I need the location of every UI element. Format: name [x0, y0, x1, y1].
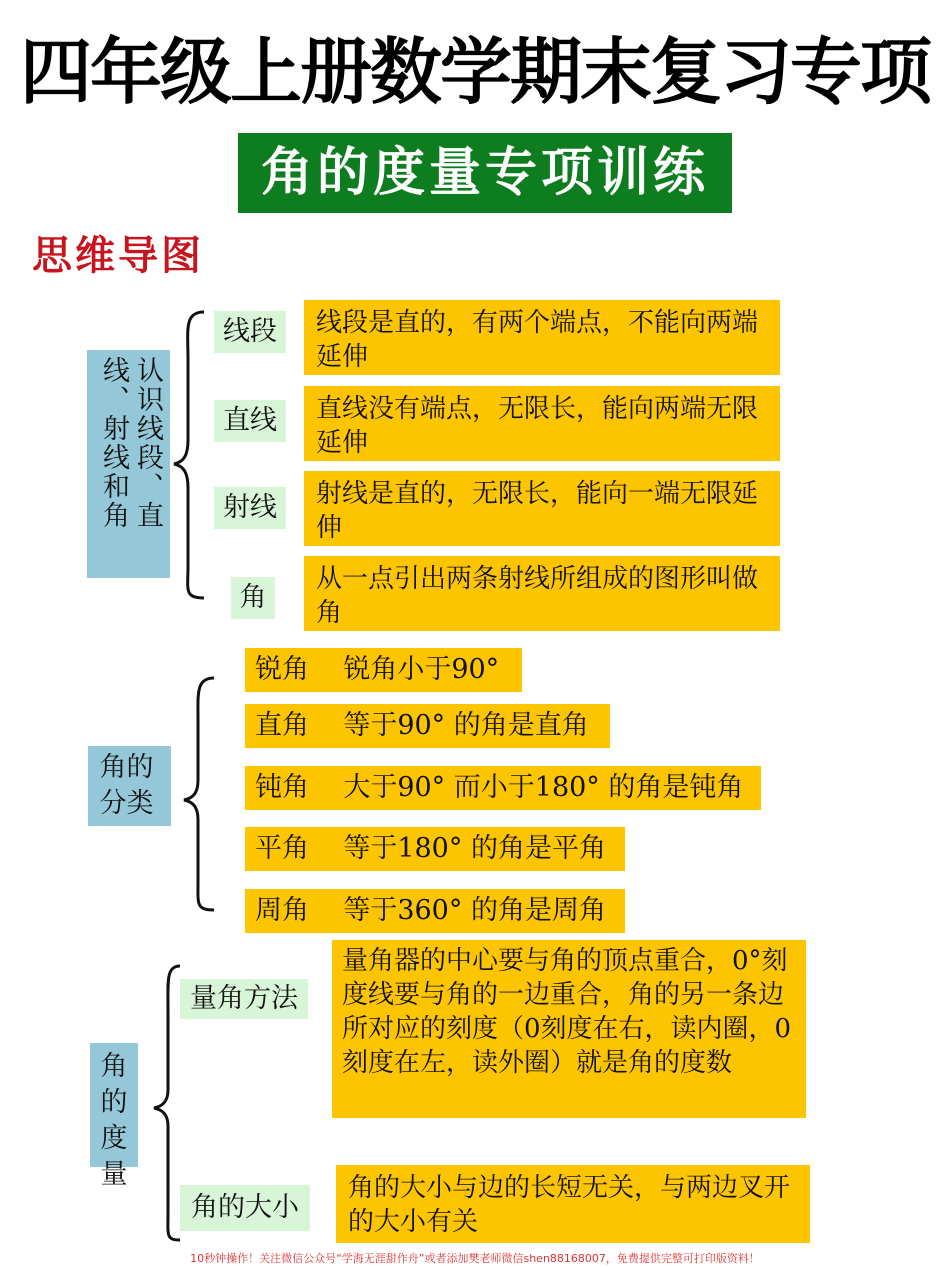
- group3-label: 角的度量: [100, 1051, 128, 1190]
- group1-label-box: [87, 350, 170, 578]
- row-straight: 平角 等于180° 的角是平角: [245, 827, 625, 871]
- brace-group3: [154, 966, 180, 1240]
- desc-angle-size: 角的大小与边的长短无关，与两边叉开的大小有关: [336, 1165, 810, 1243]
- term-line-segment: 线段: [214, 311, 286, 353]
- row-acute: 锐角 锐角小于90°: [245, 648, 522, 692]
- group1-label: 认识线段、直线、射线和角: [98, 356, 163, 530]
- page-title: 四年级上册数学期末复习专项: [19, 30, 930, 114]
- group3-label-box: [90, 1043, 138, 1190]
- term-angle: 角: [231, 577, 275, 619]
- term-straight-line: 直线: [214, 400, 286, 442]
- row-full: 周角 等于360° 的角是周角: [245, 889, 625, 933]
- term-angle-size: 角的大小: [180, 1185, 310, 1231]
- brace-group2: [184, 678, 214, 910]
- footer-notice: 10秒钟操作！关注微信公众号“学海无涯甜作舟”或者添加樊老师微信shen88168007，免费提供完整可打印版资料！: [190, 1252, 760, 1265]
- brace-group1: [174, 312, 204, 598]
- row-obtuse: 钝角 大于90° 而小于180° 的角是钝角: [245, 766, 761, 810]
- section-heading: 思维导图: [32, 233, 204, 279]
- desc-angle: 从一点引出两条射线所组成的图形叫做角: [304, 556, 780, 631]
- term-ray: 射线: [214, 487, 286, 529]
- desc-line-segment: 线段是直的，有两个端点，不能向两端延伸: [304, 300, 780, 375]
- desc-measure-method: 量角器的中心要与角的顶点重合，0°刻度线要与角的一边重合，角的另一条边所对应的刻度（0刻度在右，读内圈，0刻度在左，读外圈）就是角的度数: [332, 940, 806, 1118]
- desc-ray: 射线是直的，无限长，能向一端无限延伸: [304, 471, 780, 546]
- term-measure-method: 量角方法: [180, 979, 308, 1019]
- group2-label: [88, 746, 171, 826]
- desc-straight-line: 直线没有端点，无限长，能向两端无限延伸: [304, 386, 780, 461]
- group2-label-text: 角的分类: [99, 752, 154, 819]
- subtitle-banner: 角的度量专项训练: [238, 133, 732, 213]
- row-right: 直角 等于90° 的角是直角: [245, 704, 610, 748]
